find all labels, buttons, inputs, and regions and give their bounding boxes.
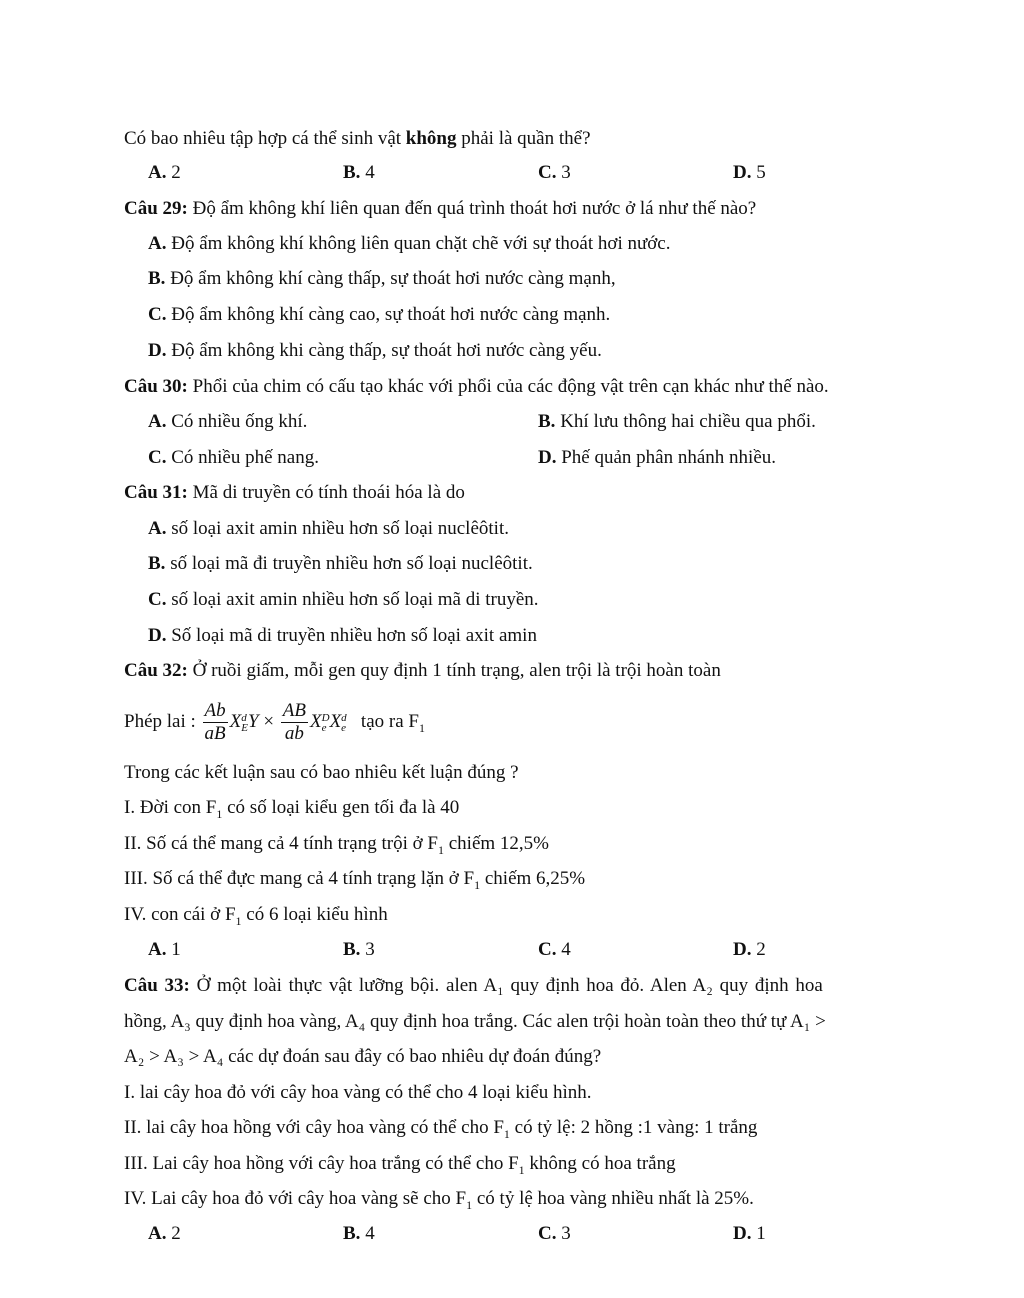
q28-option-d[interactable]: D. 5 (733, 162, 766, 183)
q31-option-c[interactable]: C. số loại axit amin nhiều hơn số loại mã di truyền. (148, 589, 539, 610)
q32-statement-4: IV. con cái ở $F_1$ có 6 loại kiểu hình (124, 904, 388, 928)
q29-option-b[interactable]: B. Độ ẩm không khí càng thấp, sự thoát hơi nước càng mạnh, (148, 268, 616, 289)
q30-stem: Câu 30: Phổi của chim có cấu tạo khác với phổi của các động vật trên cạn khác như thế nào. (124, 376, 829, 397)
q29-option-c[interactable]: C. Độ ẩm không khí càng cao, sự thoát hơi nước càng mạnh. (148, 304, 611, 325)
q32-stem: Câu 32: Ở ruồi giấm, mỗi gen quy định 1 tính trạng, alen trội là trội hoàn toàn (124, 660, 721, 681)
q33-option-a[interactable]: A. 2 (148, 1223, 181, 1244)
q28-stem: Có bao nhiêu tập hợp cá thể sinh vật không phải là quần thể? (124, 128, 591, 149)
q32-question: Trong các kết luận sau có bao nhiêu kết luận đúng ? (124, 762, 519, 783)
q33-statement-4: IV. Lai cây hoa đỏ với cây hoa vàng sẽ cho $F_1$ có tỷ lệ hoa vàng nhiều nhất là 25%. (124, 1188, 754, 1212)
q31-stem: Câu 31: Mã di truyền có tính thoái hóa là do (124, 482, 465, 503)
q30-option-d[interactable]: D. Phế quản phân nhánh nhiều. (538, 447, 776, 468)
q33-statement-2: II. lai cây hoa hồng với cây hoa vàng có thể cho $F_1$ có tỷ lệ: 2 hồng :1 vàng: 1 trắng (124, 1117, 758, 1141)
fraction-AB-over-ab: $\frac{AB}{ab}$ (282, 700, 306, 745)
q32-statement-3: III. Số cá thể đực mang cả 4 tính trạng lặn ở $F_1$ chiếm 6,25% (124, 868, 586, 892)
q33-stem-line-1: Câu 33: Ở một loài thực vật lưỡng bội. alen A₁ quy định hoa đỏ. Alen A₂ quy định hoa (124, 975, 823, 996)
q33-option-b[interactable]: B. 4 (343, 1223, 375, 1244)
fraction-ab-over-ab: $\frac{Ab}{aB}$ (204, 700, 226, 745)
q31-option-d[interactable]: D. Số loại mã di truyền nhiều hơn số loại axit amin (148, 625, 537, 646)
q29-option-a[interactable]: A. Độ ẩm không khí không liên quan chặt chẽ với sự thoát hơi nước. (148, 233, 671, 254)
q28-option-b[interactable]: B. 4 (343, 162, 375, 183)
q33-stem-line-2: hồng, A₃ quy định hoa vàng, A₄ quy định hoa trắng. Các alen trội hoàn toàn theo thứ tự A₁ > (124, 1011, 826, 1032)
q32-option-b[interactable]: B. 3 (343, 939, 375, 960)
q30-option-c[interactable]: C. Có nhiều phế nang. (148, 447, 319, 468)
q32-option-c[interactable]: C. 4 (538, 939, 571, 960)
q29-option-d[interactable]: D. Độ ẩm không khi càng thấp, sự thoát hơi nước càng yếu. (148, 340, 602, 361)
q28-option-c[interactable]: C. 3 (538, 162, 571, 183)
q31-option-a[interactable]: A. số loại axit amin nhiều hơn số loại nuclêôtit. (148, 518, 509, 539)
q33-option-d[interactable]: D. 1 (733, 1223, 766, 1244)
q32-cross-formula: Phép lai : $\frac{Ab}{aB}$ X d E Y × $\frac{AB}{ab}$ X D e X d e tạo ra $F_1$ (124, 700, 425, 745)
q33-stem-line-3: A₂ > A₃ > A₄ các dự đoán sau đây có bao nhiêu dự đoán đúng? (124, 1046, 602, 1067)
q32-option-d[interactable]: D. 2 (733, 939, 766, 960)
q29-stem: Câu 29: Độ ẩm không khí liên quan đến quá trình thoát hơi nước ở lá như thế nào? (124, 198, 757, 219)
q32-statement-1: I. Đời con $F_1$ có số loại kiểu gen tối đa là 40 (124, 797, 460, 821)
q33-option-c[interactable]: C. 3 (538, 1223, 571, 1244)
q30-option-a[interactable]: A. Có nhiều ống khí. (148, 411, 308, 432)
q32-option-a[interactable]: A. 1 (148, 939, 181, 960)
q33-statement-3: III. Lai cây hoa hồng với cây hoa trắng có thể cho $F_1$ không có hoa trắng (124, 1153, 676, 1177)
q30-option-b[interactable]: B. Khí lưu thông hai chiều qua phổi. (538, 411, 816, 432)
q28-option-a[interactable]: A. 2 (148, 162, 181, 183)
q31-option-b[interactable]: B. số loại mã đi truyền nhiều hơn số loại nuclêôtit. (148, 553, 533, 574)
q33-statement-1: I. lai cây hoa đỏ với cây hoa vàng có thể cho 4 loại kiểu hình. (124, 1082, 592, 1103)
q32-statement-2: II. Số cá thể mang cả 4 tính trạng trội ở $F_1$ chiếm 12,5% (124, 833, 549, 857)
